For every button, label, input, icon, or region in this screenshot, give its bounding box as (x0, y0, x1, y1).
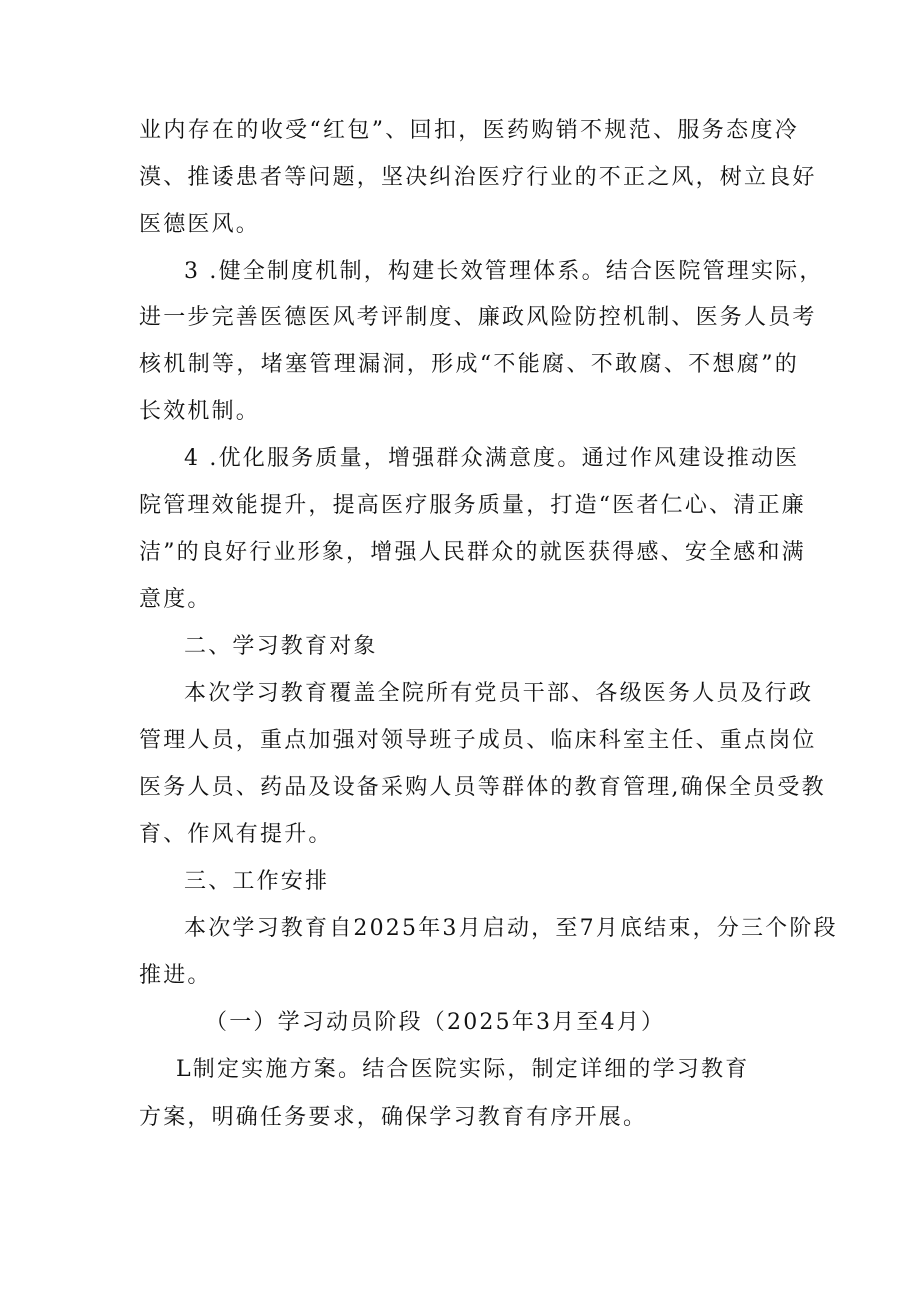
paragraph-line: 漠、推诿患者等问题，坚决纠治医疗行业的不正之风，树立良好 (139, 165, 817, 190)
paragraph-line: 管理人员，重点加强对领导班子成员、临床科室主任、重点岗位 (139, 728, 817, 753)
paragraph-line: 育、作风有提升。 (139, 822, 333, 847)
paragraph-line: 长效机制。 (139, 399, 261, 424)
paragraph-line: 3 .健全制度机制，构建长效管理体系。结合医院管理实际， (184, 259, 824, 284)
paragraph-line: 洁”的良好行业形象，增强人民群众的就医获得感、安全感和满 (139, 540, 806, 565)
section-heading: 三、工作安排 (184, 869, 330, 894)
paragraph-line: 医德医风。 (139, 212, 261, 237)
paragraph-line: 意度。 (139, 587, 212, 612)
paragraph-line: 医务人员、药品及设备采购人员等群体的教育管理,确保全员受教 (139, 775, 826, 800)
paragraph-line: 本次学习教育自2025年3月启动，至7月底结束，分三个阶段 (184, 916, 838, 941)
paragraph-line: L制定实施方案。结合医院实际，制定详细的学习教育 (176, 1057, 750, 1082)
paragraph-line: 方案，明确任务要求，确保学习教育有序开展。 (139, 1105, 648, 1130)
paragraph-line: 核机制等，堵塞管理漏洞，形成“不能腐、不敢腐、不想腐”的 (139, 352, 799, 377)
paragraph-line: 本次学习教育覆盖全院所有党员干部、各级医务人员及行政 (184, 681, 814, 706)
sub-section-heading: （一）学习动员阶段（2025年3月至4月） (205, 1010, 666, 1035)
paragraph-line: 进一步完善医德医风考评制度、廉政风险防控机制、医务人员考 (139, 305, 817, 330)
paragraph-line: 院管理效能提升，提高医疗服务质量，打造“医者仁心、清正廉 (139, 493, 806, 518)
paragraph-line: 业内存在的收受“红包”、回扣，医药购销不规范、服务态度冷 (139, 118, 799, 143)
paragraph-line: 4 .优化服务质量，增强群众满意度。通过作风建设推动医 (184, 446, 800, 471)
section-heading: 二、学习教育对象 (184, 634, 378, 659)
paragraph-line: 推进。 (139, 963, 212, 988)
